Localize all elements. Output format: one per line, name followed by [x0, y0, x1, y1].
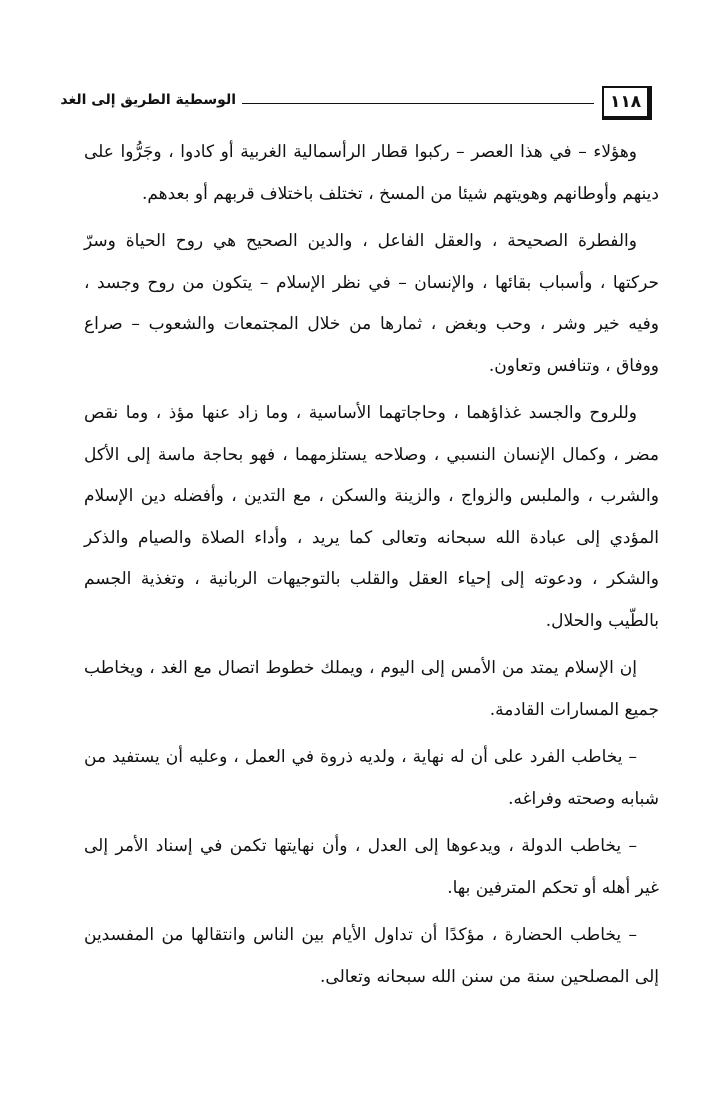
- header-rule: [242, 103, 594, 104]
- paragraph-7: – يخاطب الحضارة ، مؤكدًا أن تداول الأيام بين الناس وانتقالها من المفسدين إلى المصلحين سنة من سنن الله سبحانه وتعالى.: [84, 925, 659, 987]
- running-title: الوسطية الطريق إلى الغد: [60, 92, 236, 108]
- paragraph-5: – يخاطب الفرد على أن له نهاية ، ولديه ذروة في العمل ، وعليه أن يستفيد من شبابه وصحته وفراغه.: [84, 747, 659, 809]
- paragraph-4: إن الإسلام يمتد من الأمس إلى اليوم ، ويملك خطوط اتصال مع الغد ، ويخاطب جميع المسارات القادمة.: [84, 658, 659, 720]
- paragraph-1: وهؤلاء – في هذا العصر – ركبوا قطار الرأسمالية الغربية أو كادوا ، وجَرُّوا على دينهم وأوطانهم وهويتهم شيئا من المسخ ، تختلف باختلاف قربهم أو بعدهم.: [84, 142, 659, 204]
- page-number: ١١٨: [602, 86, 652, 120]
- body-text: [84, 132, 659, 1004]
- paragraph-2: والفطرة الصحيحة ، والعقل الفاعل ، والدين الصحيح هي روح الحياة وسرّ حركتها ، وأسباب بقائها ، والإنسان – في نظر الإسلام – يتكون من روح وجسد ، وفيه خير وشر ، وحب وبغض ، ثمارها من خلال المجتمعات والشعوب – صراع ووفاق ، وتنافس وتعاون.: [84, 231, 659, 376]
- paragraph-6: – يخاطب الدولة ، ويدعوها إلى العدل ، وأن نهايتها تكمن في إسناد الأمر إلى غير أهله أو تحكم المترفين بها.: [84, 836, 659, 898]
- page-header: [60, 86, 652, 122]
- paragraph-3: وللروح والجسد غذاؤهما ، وحاجاتهما الأساسية ، وما زاد عنها مؤذ ، وما نقص مضر ، وكمال الإنسان النسبي ، وصلاحه يستلزمهما ، فهو بحاجة ماسة إلى الأكل والشرب ، والملبس والزواج ، والزينة والسكن ، مع التدين ، وأفضله دين الإسلام المؤدي إلى عبادة الله سبحانه وتعالى كما يريد ، وأداء الصلاة والصيام والذكر والشكر ، ودعوته إلى إحياء العقل والقلب بالتوجيهات الربانية ، وتغذية الجسم بالطّيب والحلال.: [84, 403, 659, 631]
